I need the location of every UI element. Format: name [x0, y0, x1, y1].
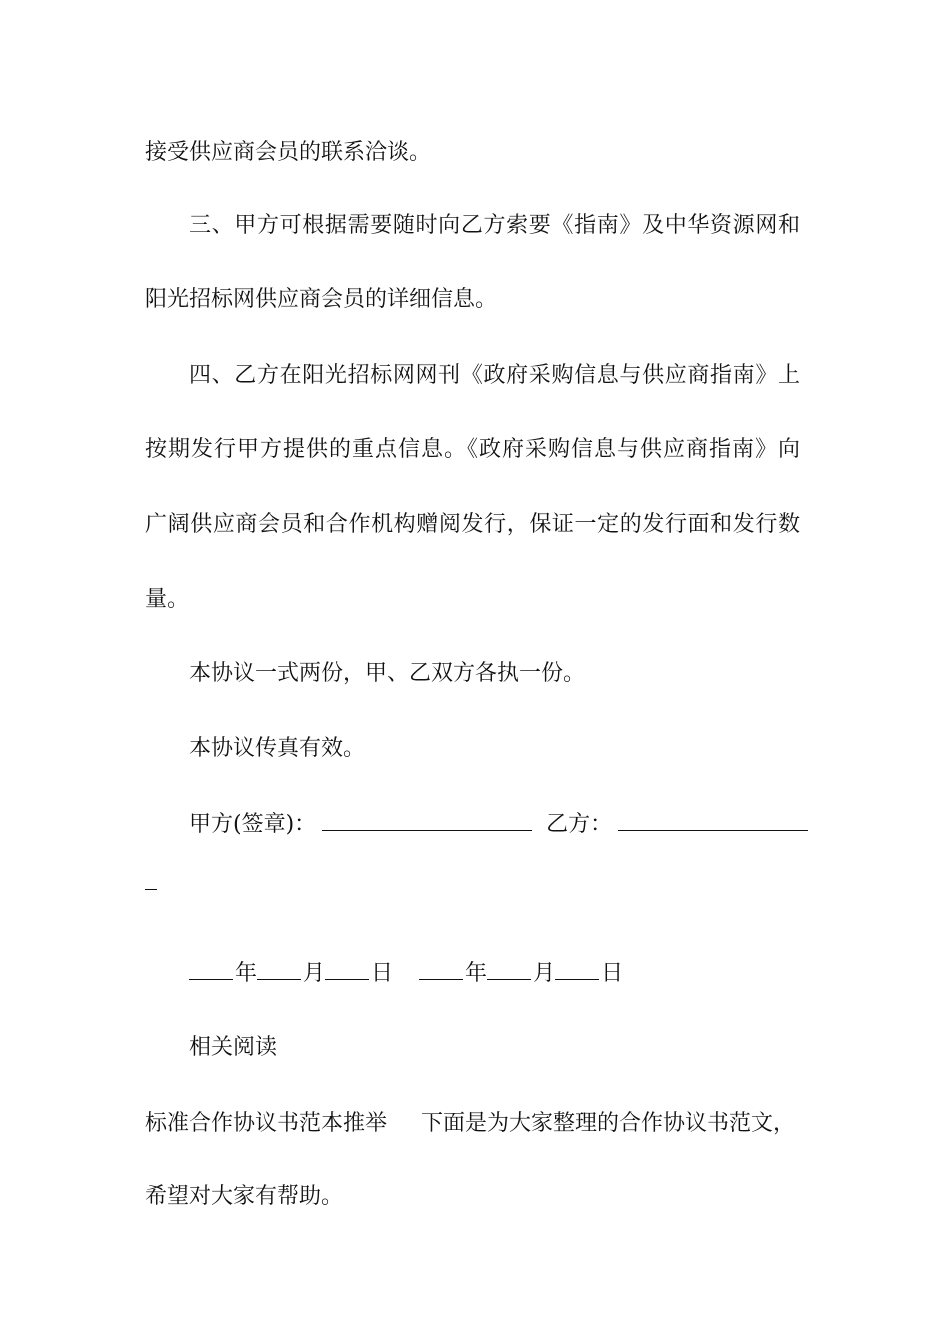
related-summary-cont: 希望对大家有帮助。	[145, 1184, 344, 1209]
paragraph-line: 广阔供应商会员和合作机构赠阅发行，保证一定的发行面和发行数	[145, 512, 800, 537]
signature-line-wrap	[145, 868, 157, 900]
paragraph-line: 按期发行甲方提供的重点信息。《政府采购信息与供应商指南》向	[145, 437, 800, 462]
month-label: 月	[533, 961, 556, 986]
signature-blank-tail	[145, 888, 157, 890]
paragraph-line: 量。	[145, 587, 190, 612]
signature-line	[189, 809, 808, 841]
party-b-label: 乙方：	[546, 812, 613, 837]
party-b-signature-blank	[618, 829, 808, 831]
paragraph-line: 阳光招标网供应商会员的详细信息。	[145, 287, 498, 312]
year-label: 年	[465, 961, 488, 986]
day-label: 日	[601, 961, 624, 986]
date-blank	[257, 978, 301, 980]
paragraph-line: 接受供应商会员的联系洽谈。	[145, 140, 432, 165]
copies-clause: 本协议一式两份，甲、乙双方各执一份。	[189, 661, 586, 686]
month-label: 月	[303, 961, 326, 986]
related-item[interactable]	[145, 1108, 800, 1140]
date-blank	[325, 978, 369, 980]
paragraph-line: 四、乙方在阳光招标网网刊《政府采购信息与供应商指南》上	[189, 363, 800, 388]
party-a-label: 甲方(签章)：	[189, 812, 317, 837]
date-blank	[419, 978, 463, 980]
party-a-signature-blank	[322, 829, 532, 831]
fax-clause: 本协议传真有效。	[189, 736, 366, 761]
day-label: 日	[371, 961, 394, 986]
related-heading: 相关阅读	[189, 1035, 278, 1060]
related-summary: 下面是为大家整理的合作协议书范文，	[421, 1111, 796, 1136]
date-blank	[555, 978, 599, 980]
date-blank	[189, 978, 233, 980]
related-link-title[interactable]: 标准合作协议书范本推举	[145, 1111, 388, 1136]
paragraph-line: 三、甲方可根据需要随时向乙方索要《指南》及中华资源网和	[189, 213, 800, 238]
year-label: 年	[235, 961, 258, 986]
date-blank	[487, 978, 531, 980]
date-line	[189, 958, 623, 990]
